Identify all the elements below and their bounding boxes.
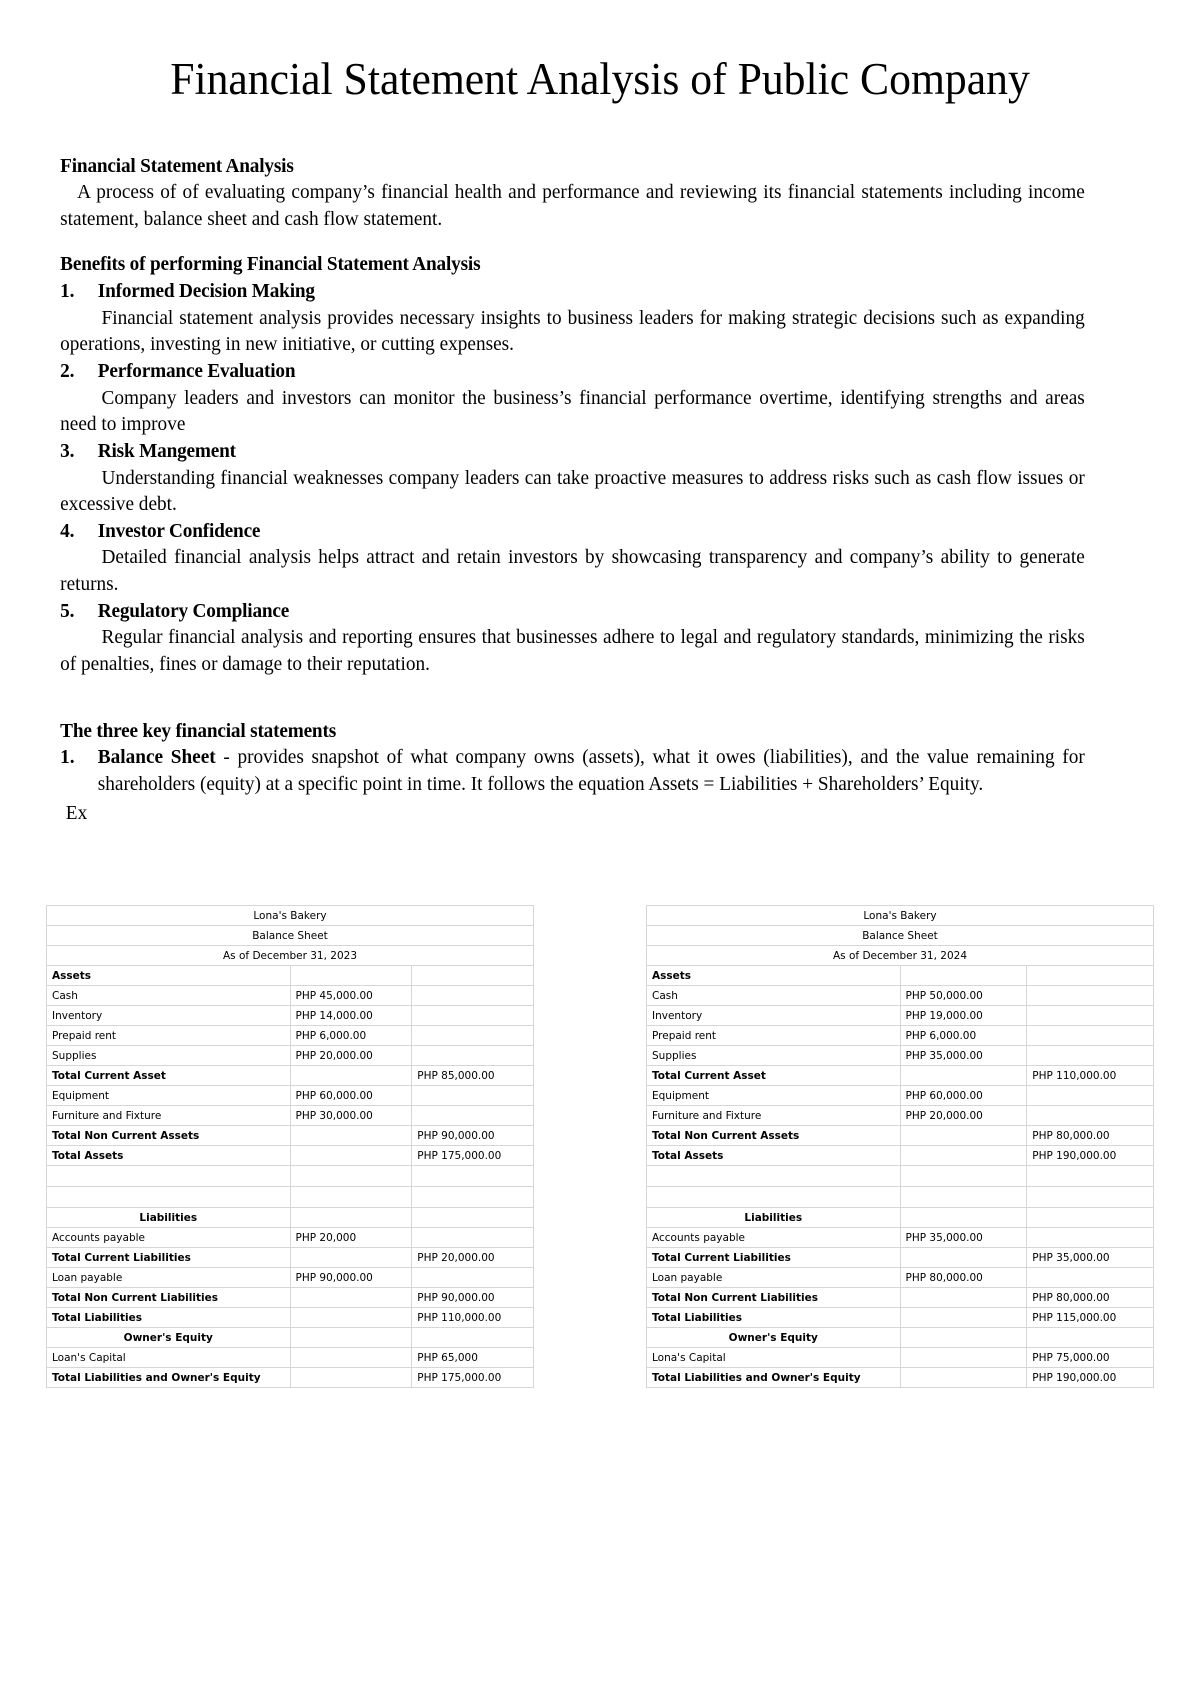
row-value-2: PHP 110,000.00 (1027, 1066, 1154, 1086)
list-title: Informed Decision Making (97, 280, 315, 303)
row-value-2: PHP 110,000.00 (412, 1308, 534, 1328)
row-label: Inventory (47, 1006, 291, 1026)
row-label: Total Current Asset (47, 1066, 291, 1086)
row-label: Equipment (47, 1086, 291, 1106)
row-value-1: PHP 35,000.00 (900, 1228, 1027, 1248)
table-header-statement (47, 926, 534, 946)
cell-empty (290, 966, 412, 986)
table-header-date (47, 946, 534, 966)
balance-sheet-description: - provides snapshot of what company owns (assets), what it owes (liabilities), and the value remaining for shareholders (equity) at a specific point in time. It follows the equation Assets = Liabilities + Shareholders’ Equity. (97, 746, 1085, 795)
row-value-2 (1027, 1006, 1154, 1026)
row-label: Furniture and Fixture (47, 1106, 291, 1126)
list-number: 1. (60, 746, 75, 769)
cell-empty (1027, 966, 1154, 986)
row-label: Supplies (647, 1046, 901, 1066)
table-row-total (47, 1368, 534, 1388)
table-row (647, 1026, 1154, 1046)
table-row-spacer (47, 1187, 534, 1208)
row-value-1 (290, 1308, 412, 1328)
list-title: Risk Mangement (97, 439, 236, 462)
table-header-company (647, 906, 1154, 926)
list-item-1-body: Financial statement analysis provides necessary insights to business leaders for making strategic decisions such as expanding operations, investing in new initiative, or cutting expenses. (60, 306, 1085, 356)
cell-empty (647, 1166, 901, 1187)
row-label: Total Liabilities (647, 1308, 901, 1328)
row-value-1 (290, 1066, 412, 1086)
company-name: Lona's Bakery (647, 906, 1154, 926)
row-value-2 (1027, 1046, 1154, 1066)
row-value-1: PHP 30,000.00 (290, 1106, 412, 1126)
row-value-2: PHP 65,000 (412, 1348, 534, 1368)
row-value-2: PHP 115,000.00 (1027, 1308, 1154, 1328)
table-row-total (47, 1126, 534, 1146)
row-value-1: PHP 60,000.00 (900, 1086, 1027, 1106)
row-label: Total Liabilities (47, 1308, 291, 1328)
row-value-1 (900, 1126, 1027, 1146)
row-value-2 (412, 1086, 534, 1106)
row-value-2: PHP 90,000.00 (412, 1126, 534, 1146)
row-value-1 (900, 1308, 1027, 1328)
row-label: Total Assets (47, 1146, 291, 1166)
row-label: Total Non Current Liabilities (647, 1288, 901, 1308)
cell-empty (900, 1208, 1027, 1228)
list-item-5-body: Regular financial analysis and reporting ensures that businesses adhere to legal and regulatory standards, minimizing the risks of penalties, fines or damage to their reputation. (60, 626, 1085, 676)
row-value-1 (900, 1066, 1027, 1086)
row-value-2: PHP 80,000.00 (1027, 1288, 1154, 1308)
row-value-2 (1027, 1026, 1154, 1046)
table-row-total (47, 1066, 534, 1086)
cell-empty (1027, 1208, 1154, 1228)
list-item-3-title (60, 438, 1085, 465)
row-label: Total Non Current Liabilities (47, 1288, 291, 1308)
row-value-1 (290, 1348, 412, 1368)
table-row-total (647, 1146, 1154, 1166)
row-value-1: PHP 14,000.00 (290, 1006, 412, 1026)
row-value-2: PHP 20,000.00 (412, 1248, 534, 1268)
row-label: Total Current Asset (647, 1066, 901, 1086)
statement-name: Balance Sheet (647, 926, 1154, 946)
table-row (47, 1268, 534, 1288)
list-number: 4. (60, 519, 75, 542)
cell-empty (900, 1328, 1027, 1348)
row-value-2 (1027, 1106, 1154, 1126)
assets-header: Assets (47, 966, 291, 986)
liabilities-header: Liabilities (647, 1208, 901, 1228)
table-row-total (647, 1308, 1154, 1328)
table-row (647, 1348, 1154, 1368)
table-row-total (47, 1308, 534, 1328)
row-value-2 (412, 1046, 534, 1066)
row-value-2: PHP 175,000.00 (412, 1146, 534, 1166)
table-row (647, 966, 1154, 986)
cell-empty (47, 1187, 291, 1208)
statement-date: As of December 31, 2023 (47, 946, 534, 966)
table-row (647, 1106, 1154, 1126)
row-value-1: PHP 45,000.00 (290, 986, 412, 1006)
table-row (647, 1086, 1154, 1106)
table-row-total (647, 1288, 1154, 1308)
row-label: Prepaid rent (47, 1026, 291, 1046)
table-row (47, 1046, 534, 1066)
list-number: 3. (60, 439, 75, 462)
row-label: Total Current Liabilities (47, 1248, 291, 1268)
table-row-spacer (647, 1166, 1154, 1187)
cell-empty (412, 1208, 534, 1228)
table-row (47, 1348, 534, 1368)
table-row (647, 1228, 1154, 1248)
row-value-1: PHP 80,000.00 (900, 1268, 1027, 1288)
balance-sheet-term: Balance Sheet (97, 746, 216, 769)
row-value-1 (900, 1348, 1027, 1368)
table-row-section (47, 1328, 534, 1348)
table-row-total (47, 1248, 534, 1268)
row-label: Total Assets (647, 1146, 901, 1166)
table-row-total (47, 1146, 534, 1166)
list-number: 5. (60, 599, 75, 622)
table-row-total (647, 1126, 1154, 1146)
company-name: Lona's Bakery (47, 906, 534, 926)
row-value-2: PHP 175,000.00 (412, 1368, 534, 1388)
list-title: Investor Confidence (97, 519, 261, 542)
row-value-1: PHP 20,000.00 (290, 1046, 412, 1066)
table-row (647, 1046, 1154, 1066)
list-item-4-body: Detailed financial analysis helps attract and retain investors by showcasing transparency and company’s ability to generate returns. (60, 546, 1085, 596)
row-value-1 (900, 1288, 1027, 1308)
row-value-1: PHP 60,000.00 (290, 1086, 412, 1106)
row-label: Loan payable (47, 1268, 291, 1288)
row-value-2 (412, 1006, 534, 1026)
row-value-1: PHP 35,000.00 (900, 1046, 1027, 1066)
heading-financial-statement-analysis: Financial Statement Analysis (60, 154, 294, 177)
row-value-2: PHP 35,000.00 (1027, 1248, 1154, 1268)
row-value-1 (290, 1146, 412, 1166)
paragraph-definition: A process of of evaluating company’s financial health and performance and reviewing its financial statements including income statement, balance sheet and cash flow statement. (60, 181, 1085, 230)
row-label: Cash (647, 986, 901, 1006)
cell-empty (290, 1187, 412, 1208)
row-value-1 (290, 1126, 412, 1146)
table-row-spacer (647, 1187, 1154, 1208)
list-item-2-title (60, 358, 1085, 385)
table-row (47, 986, 534, 1006)
list-title: Regulatory Compliance (97, 599, 290, 622)
cell-empty (412, 1328, 534, 1348)
row-value-2: PHP 80,000.00 (1027, 1126, 1154, 1146)
table-row (647, 1268, 1154, 1288)
list-item-balance-sheet (60, 744, 1085, 797)
row-label: Lona's Capital (647, 1348, 901, 1368)
table-row (47, 1228, 534, 1248)
spacer (60, 232, 1085, 251)
list-body (98, 744, 1085, 797)
list-number: 2. (60, 359, 75, 382)
cell-empty (290, 1328, 412, 1348)
table-row (647, 1006, 1154, 1026)
table-row-section (47, 1208, 534, 1228)
equity-header: Owner's Equity (647, 1328, 901, 1348)
table-row (647, 986, 1154, 1006)
table-row (47, 966, 534, 986)
list-number: 1. (60, 280, 75, 303)
row-label: Equipment (647, 1086, 901, 1106)
row-label: Prepaid rent (647, 1026, 901, 1046)
balance-sheet-tables (0, 905, 1200, 1388)
row-label: Total Current Liabilities (647, 1248, 901, 1268)
cell-empty (900, 1187, 1027, 1208)
cell-empty (1027, 1328, 1154, 1348)
table-row (47, 1086, 534, 1106)
list-item-2-body: Company leaders and investors can monitor the business’s financial performance overtime, identifying strengths and areas need to improve (60, 386, 1085, 436)
row-value-1: PHP 6,000.00 (900, 1026, 1027, 1046)
row-value-1: PHP 6,000.00 (290, 1026, 412, 1046)
cell-empty (647, 1187, 901, 1208)
row-value-1: PHP 19,000.00 (900, 1006, 1027, 1026)
row-value-2: PHP 75,000.00 (1027, 1348, 1154, 1368)
assets-header: Assets (647, 966, 901, 986)
table-row-total (647, 1248, 1154, 1268)
list-item-3-body: Understanding financial weaknesses company leaders can take proactive measures to address risks such as cash flow issues or excessive debt. (60, 466, 1085, 516)
row-label: Loan's Capital (47, 1348, 291, 1368)
row-label: Inventory (647, 1006, 901, 1026)
table-row-section (647, 1208, 1154, 1228)
row-value-1: PHP 20,000.00 (900, 1106, 1027, 1126)
liabilities-header: Liabilities (47, 1208, 291, 1228)
cell-empty (412, 1166, 534, 1187)
row-value-1: PHP 50,000.00 (900, 986, 1027, 1006)
table-row (47, 1106, 534, 1126)
row-label: Cash (47, 986, 291, 1006)
table-row-total (647, 1368, 1154, 1388)
cell-empty (1027, 1166, 1154, 1187)
example-label: Ex (65, 801, 88, 824)
equity-header: Owner's Equity (47, 1328, 291, 1348)
cell-empty (412, 1187, 534, 1208)
row-value-1: PHP 90,000.00 (290, 1268, 412, 1288)
row-label: Total Non Current Assets (47, 1126, 291, 1146)
page-title: Financial Statement Analysis of Public Company (170, 54, 1030, 104)
table-row-spacer (47, 1166, 534, 1187)
row-value-2: PHP 85,000.00 (412, 1066, 534, 1086)
row-value-2 (1027, 1268, 1154, 1288)
spacer (60, 678, 1085, 718)
cell-empty (47, 1166, 291, 1187)
cell-empty (1027, 1187, 1154, 1208)
row-label: Supplies (47, 1046, 291, 1066)
list-item-4-title (60, 518, 1085, 545)
table-header-date (647, 946, 1154, 966)
cell-empty (900, 1166, 1027, 1187)
row-label: Furniture and Fixture (647, 1106, 901, 1126)
table-row (47, 1006, 534, 1026)
table-row (47, 1026, 534, 1046)
statement-date: As of December 31, 2024 (647, 946, 1154, 966)
list-title: Performance Evaluation (97, 359, 296, 382)
row-label: Accounts payable (647, 1228, 901, 1248)
row-value-2: PHP 90,000.00 (412, 1288, 534, 1308)
row-label: Total Liabilities and Owner's Equity (47, 1368, 291, 1388)
balance-sheet-table-2023 (46, 905, 534, 1388)
cell-empty (900, 966, 1027, 986)
statement-name: Balance Sheet (47, 926, 534, 946)
table-row-total (47, 1288, 534, 1308)
row-value-2 (1027, 1086, 1154, 1106)
heading-benefits: Benefits of performing Financial Statement Analysis (60, 253, 481, 276)
list-item-1-title (60, 278, 1085, 305)
balance-sheet-table-2024 (646, 905, 1154, 1388)
list-item-5-title (60, 598, 1085, 625)
cell-empty (412, 966, 534, 986)
table-row-total (647, 1066, 1154, 1086)
row-value-2 (412, 986, 534, 1006)
table-header-company (47, 906, 534, 926)
cell-empty (290, 1166, 412, 1187)
row-value-2 (1027, 1228, 1154, 1248)
row-label: Total Non Current Assets (647, 1126, 901, 1146)
row-value-2: PHP 190,000.00 (1027, 1368, 1154, 1388)
table-header-statement (647, 926, 1154, 946)
row-value-1 (900, 1146, 1027, 1166)
row-value-2 (412, 1228, 534, 1248)
row-label: Accounts payable (47, 1228, 291, 1248)
row-value-1 (290, 1368, 412, 1388)
heading-three-key-statements: The three key financial statements (60, 719, 337, 742)
row-value-2 (412, 1268, 534, 1288)
row-value-1: PHP 20,000 (290, 1228, 412, 1248)
row-label: Loan payable (647, 1268, 901, 1288)
row-value-2 (412, 1106, 534, 1126)
row-value-2 (412, 1026, 534, 1046)
row-value-1 (900, 1368, 1027, 1388)
document-body (0, 153, 1141, 827)
row-value-1 (900, 1248, 1027, 1268)
row-value-1 (290, 1248, 412, 1268)
row-value-1 (290, 1288, 412, 1308)
cell-empty (290, 1208, 412, 1228)
table-row-section (647, 1328, 1154, 1348)
row-value-2 (1027, 986, 1154, 1006)
row-label: Total Liabilities and Owner's Equity (647, 1368, 901, 1388)
row-value-2: PHP 190,000.00 (1027, 1146, 1154, 1166)
